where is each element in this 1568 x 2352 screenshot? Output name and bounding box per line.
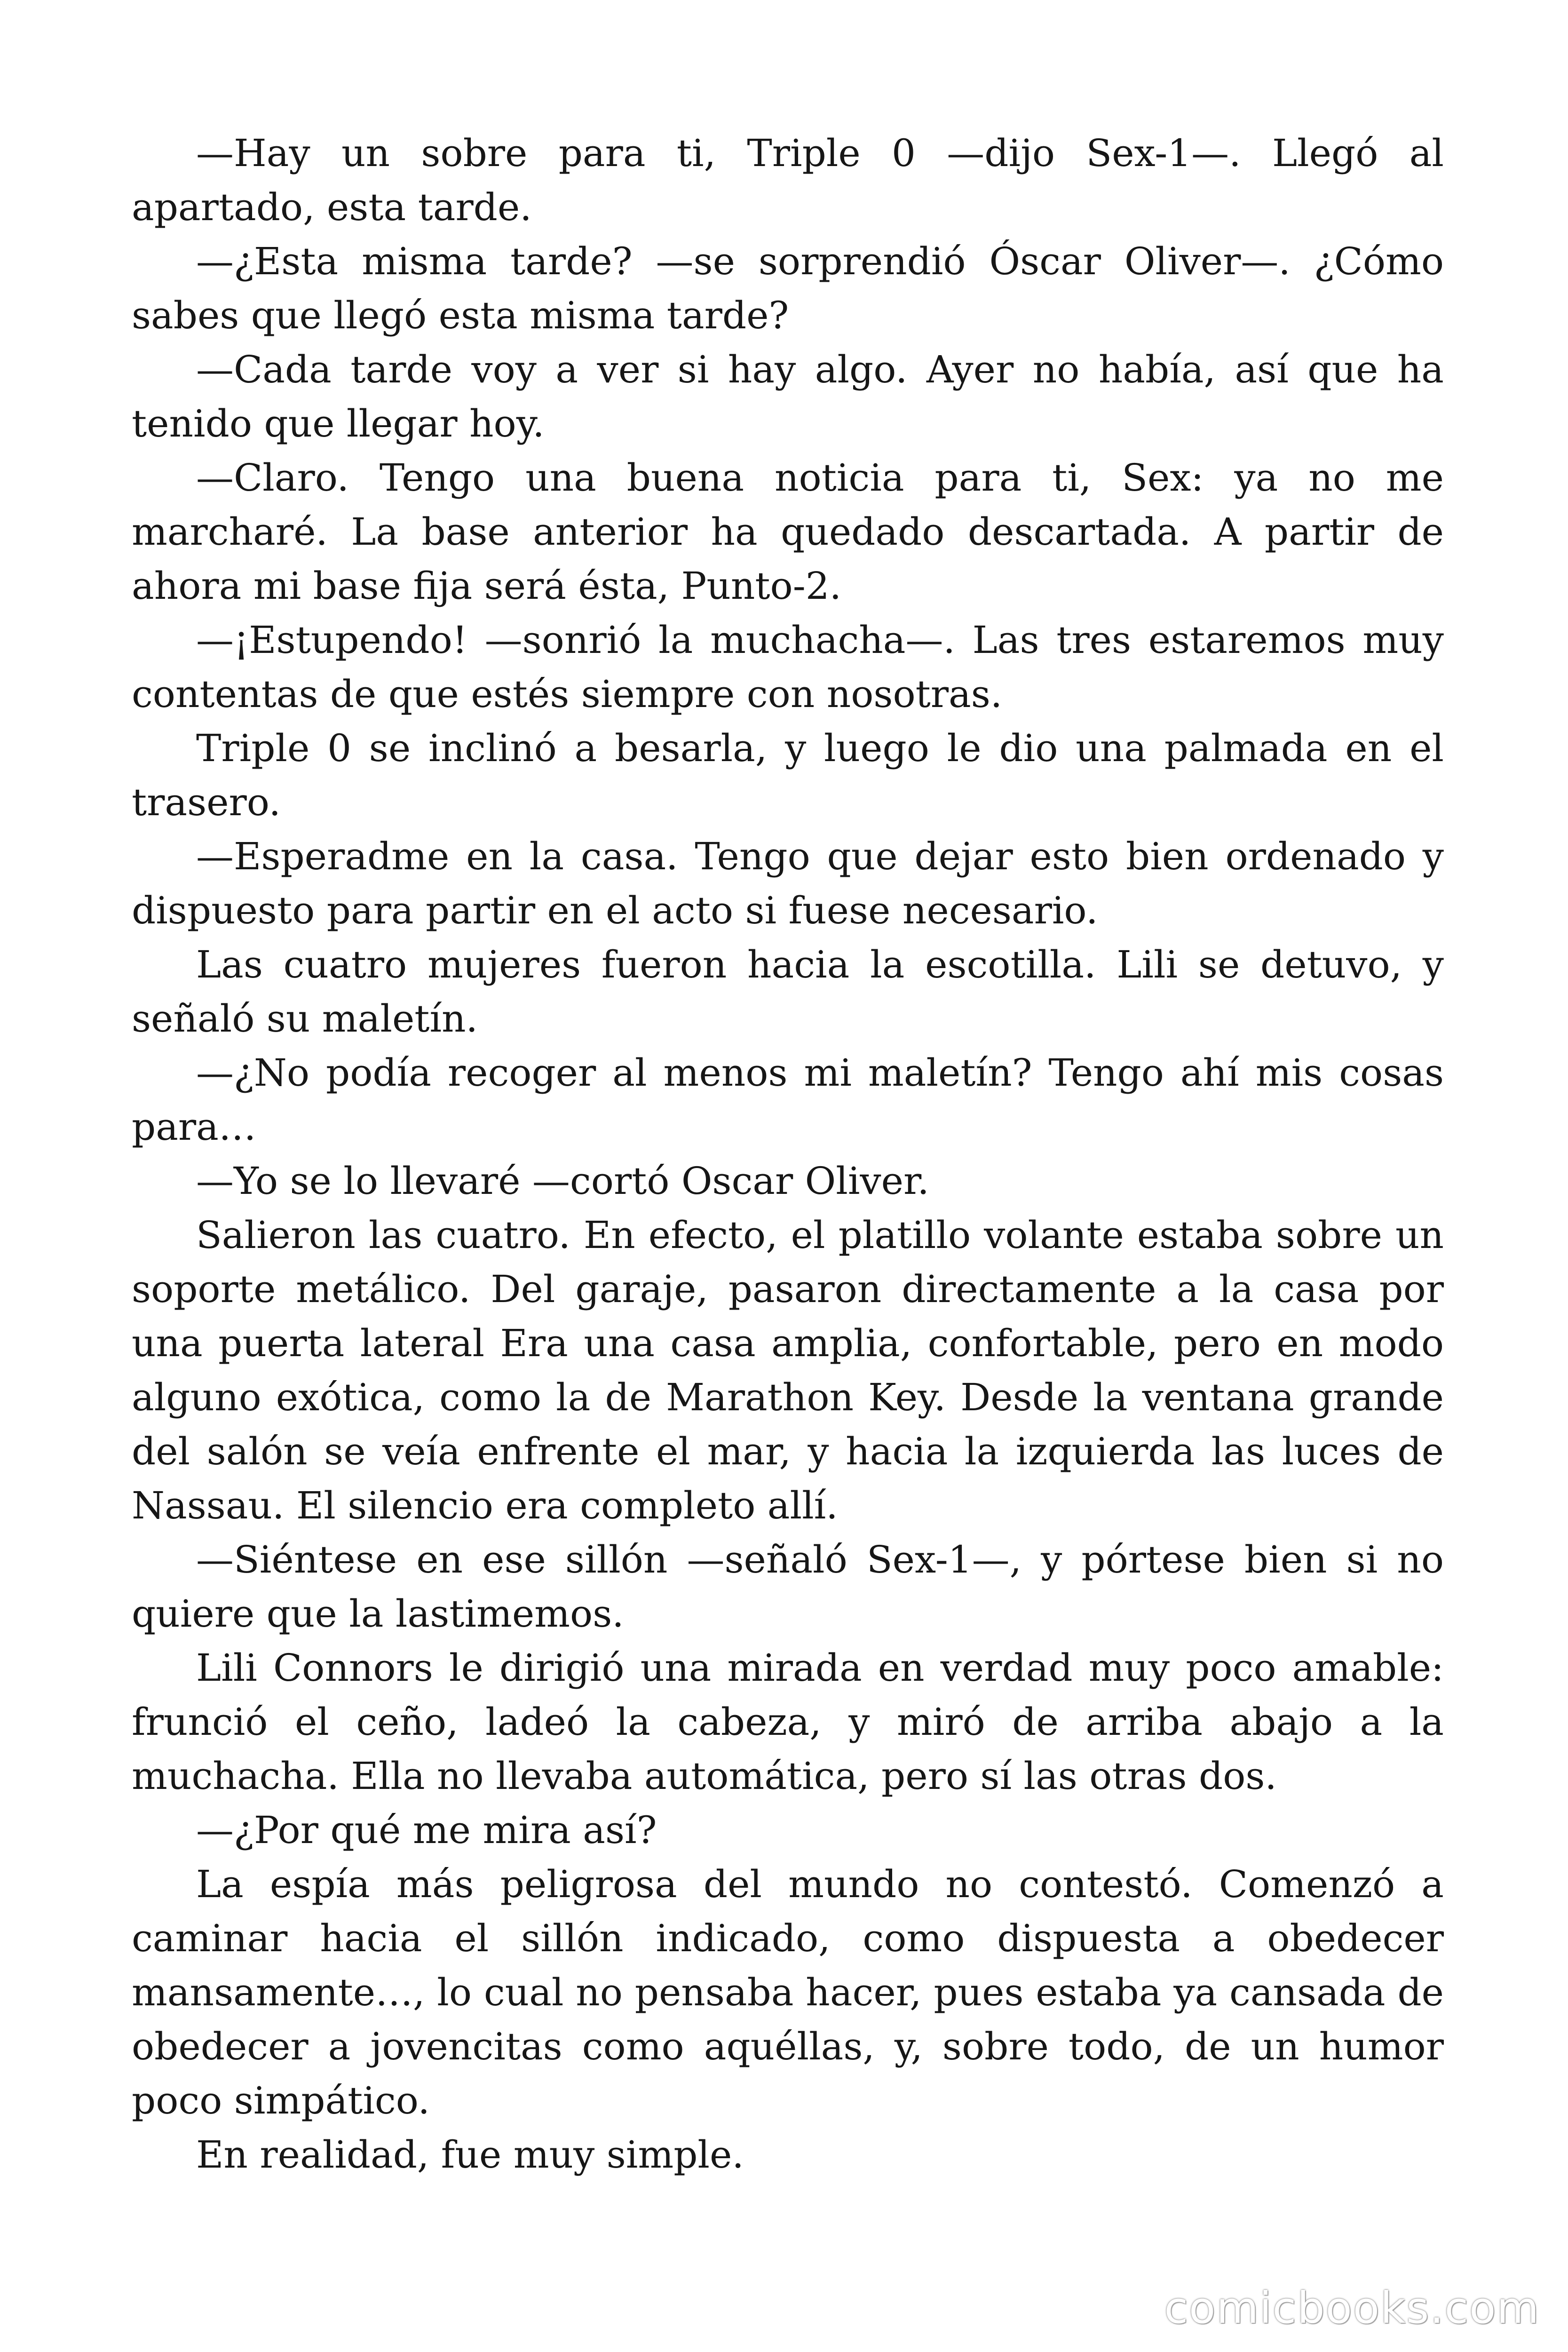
paragraph-1: —Hay un sobre para ti, Triple 0 —dijo Sex-1—. Llegó al apartado, esta tarde. bbox=[132, 131, 1444, 229]
paragraph-4: —Claro. Tengo una buena noticia para ti, Sex: ya no me marcharé. La base anterior ha quedado descartada. A partir de ahora mi base fija será ésta, Punto-2. bbox=[132, 456, 1444, 608]
paragraph-15: La espía más peligrosa del mundo no contestó. Comenzó a caminar hacia el sillón indicado, como dispuesta a obedecer mansamente…, lo cual no pensaba hacer, pues estaba ya cansada de obedecer a jovencitas como aquéllas, y, sobre todo, de un humor poco simpático. bbox=[132, 1862, 1444, 2122]
paragraph-8: Las cuatro mujeres fueron hacia la escotilla. Lili se detuvo, y señaló su maletín. bbox=[132, 943, 1444, 1041]
paragraph-11: Salieron las cuatro. En efecto, el platillo volante estaba sobre un soporte metálico. Del garaje, pasaron directamente a la casa por una puerta lateral Era una casa amplia, confortable, pero en modo alguno exótica, como la de Marathon Key. Desde la ventana grande del salón se veía enfrente el mar, y hacia la izquierda las luces de Nassau. El silencio era completo allí. bbox=[132, 1213, 1444, 1527]
paragraph-3: —Cada tarde voy a ver si hay algo. Ayer no había, así que ha tenido que llegar hoy. bbox=[132, 348, 1444, 445]
paragraph-14: —¿Por qué me mira así? bbox=[196, 1808, 657, 1852]
paragraph-9: —¿No podía recoger al menos mi maletín? Tengo ahí mis cosas para… bbox=[132, 1051, 1444, 1149]
paragraph-5: —¡Estupendo! —sonrió la muchacha—. Las tres estaremos muy contentas de que estés siempre con nosotras. bbox=[132, 618, 1444, 716]
paragraph-10: —Yo se lo llevaré —cortó Oscar Oliver. bbox=[196, 1159, 929, 1203]
paragraph-13: Lili Connors le dirigió una mirada en verdad muy poco amable: frunció el ceño, ladeó la cabeza, y miró de arriba abajo a la muchacha. Ella no llevaba automática, pero sí las otras dos. bbox=[132, 1646, 1444, 1798]
body-text bbox=[132, 126, 1444, 2182]
watermark: comicbooks.com bbox=[1164, 2283, 1540, 2333]
paragraph-16: En realidad, fue muy simple. bbox=[196, 2133, 744, 2177]
paragraph-6: Triple 0 se inclinó a besarla, y luego le dio una palmada en el trasero. bbox=[132, 726, 1444, 824]
paragraph-12: —Siéntese en ese sillón —señaló Sex-1—, y pórtese bien si no quiere que la lastimemos. bbox=[132, 1538, 1444, 1636]
paragraph-2: —¿Esta misma tarde? —se sorprendió Óscar Oliver—. ¿Cómo sabes que llegó esta misma tarde? bbox=[132, 239, 1444, 337]
paragraph-7: —Esperadme en la casa. Tengo que dejar esto bien ordenado y dispuesto para partir en el acto si fuese necesario. bbox=[132, 834, 1444, 932]
